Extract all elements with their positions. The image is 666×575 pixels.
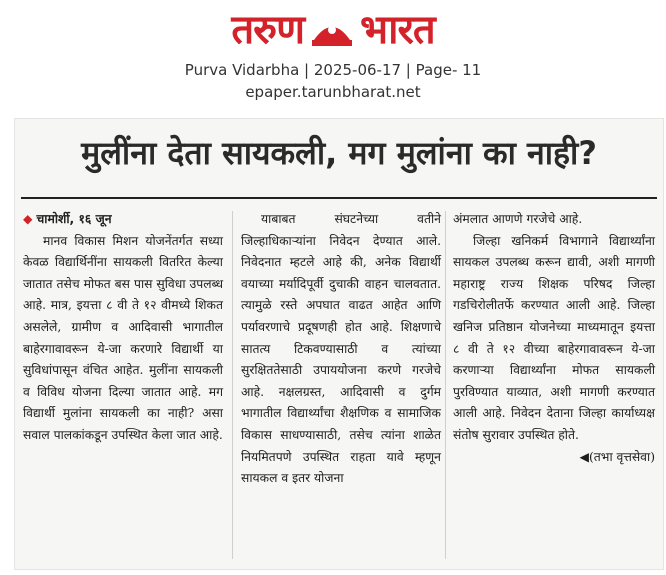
logo-emblem-icon [310, 10, 354, 50]
article-column-3 [453, 209, 655, 468]
masthead [0, 0, 666, 110]
column-divider [232, 211, 233, 559]
news-article [14, 118, 664, 570]
dateline-bullet-icon: ◆ [23, 212, 33, 226]
article-headline: मुलींना देता सायकली, मग मुलांना का नाही? [81, 134, 597, 172]
headline-rule [21, 197, 657, 199]
dateline: चामोर्शी, १६ जून [36, 212, 112, 226]
column-divider [445, 211, 446, 559]
news-agency-credit: ◀(तभा वृत्तसेवा) [579, 449, 655, 464]
logo-word-left: तरुण [231, 7, 304, 53]
logo-word-right: भारत [360, 7, 435, 53]
column-3-text: जिल्हा खनिकर्म विभागाने विद्यार्थ्यांना सायकल उपलब्ध करून द्यावी, अशी मागणी महाराष्ट्र राज्य शिक्षक परिषद जिल्हा गडचिरोलीतर्फे करण्यात आली आहे. जिल्हा खनिज प्रतिष्ठान योजनेच्या माध्यमातून इयत्ता ८ वी ते १२ वीच्या बाहेरगावावरून ये-जा करणाऱ्या विद्यार्थ्यांना मोफत सायकली पुरविण्यात याव्यात, अशी मागणी करण्यात आली आहे. निवेदन देताना जिल्हा कार्याध्यक्ष संतोष सुरावार उपस्थित होते. [453, 233, 655, 442]
article-column-1 [23, 209, 223, 447]
column-2-text: याबाबत संघटनेच्या वतीने जिल्हाधिकाऱ्यांना निवेदन देण्यात आले. निवेदनात म्हटले आहे की, अनेक विद्यार्थी वयाच्या मर्यादिपूर्वी दुचाकी वाहन चालवतात. त्यामुळे रस्ते अपघात वाढत आहेत आणि पर्यावरणाचे प्रदूषणही होत आहे. शिक्षणाचे सातत्य टिकवण्यासाठी व त्यांच्या सुरक्षिततेसाठी उपाययोजना करणे गरजेचे आहे. नक्षलग्रस्त, आदिवासी व दुर्गम भागातील विद्यार्थ्यांचा शैक्षणिक व सामाजिक विकास साधण्यासाठी, तसेच त्यांना शाळेत नियमितपणे उपस्थित राहता यावे म्हणून सायकल व इतर योजना [241, 212, 441, 486]
article-column-2 [241, 209, 441, 490]
column-3-continuation: अंमलात आणणे गरजेचे आहे. [453, 212, 583, 226]
epaper-url: epaper.tarunbharat.net [245, 83, 421, 101]
edition-line: Purva Vidarbha | 2025-06-17 | Page- 11 [184, 61, 482, 79]
newspaper-logo [0, 6, 666, 54]
column-1-text: मानव विकास मिशन योजनेंतर्गत सध्या केवळ विद्यार्थिनींना सायकली वितरित केल्या जातात तसेच मोफत बस पास सुविधा उपलब्ध आहे. मात्र, इयत्ता ८ वी ते १२ वीमध्ये शिकत असलेले, ग्रामीण व आदिवासी भागातील बाहेरगावावरून ये-जा करणारे विद्यार्थी या सुविधांपासून वंचित आहेत. मुलींना सायकली व विविध योजना दिल्या जातात आहे. मग विद्यार्थी मुलांना सायकली का नाही? असा सवाल पालकांकडून उपस्थित केला जात आहे. [23, 233, 223, 442]
